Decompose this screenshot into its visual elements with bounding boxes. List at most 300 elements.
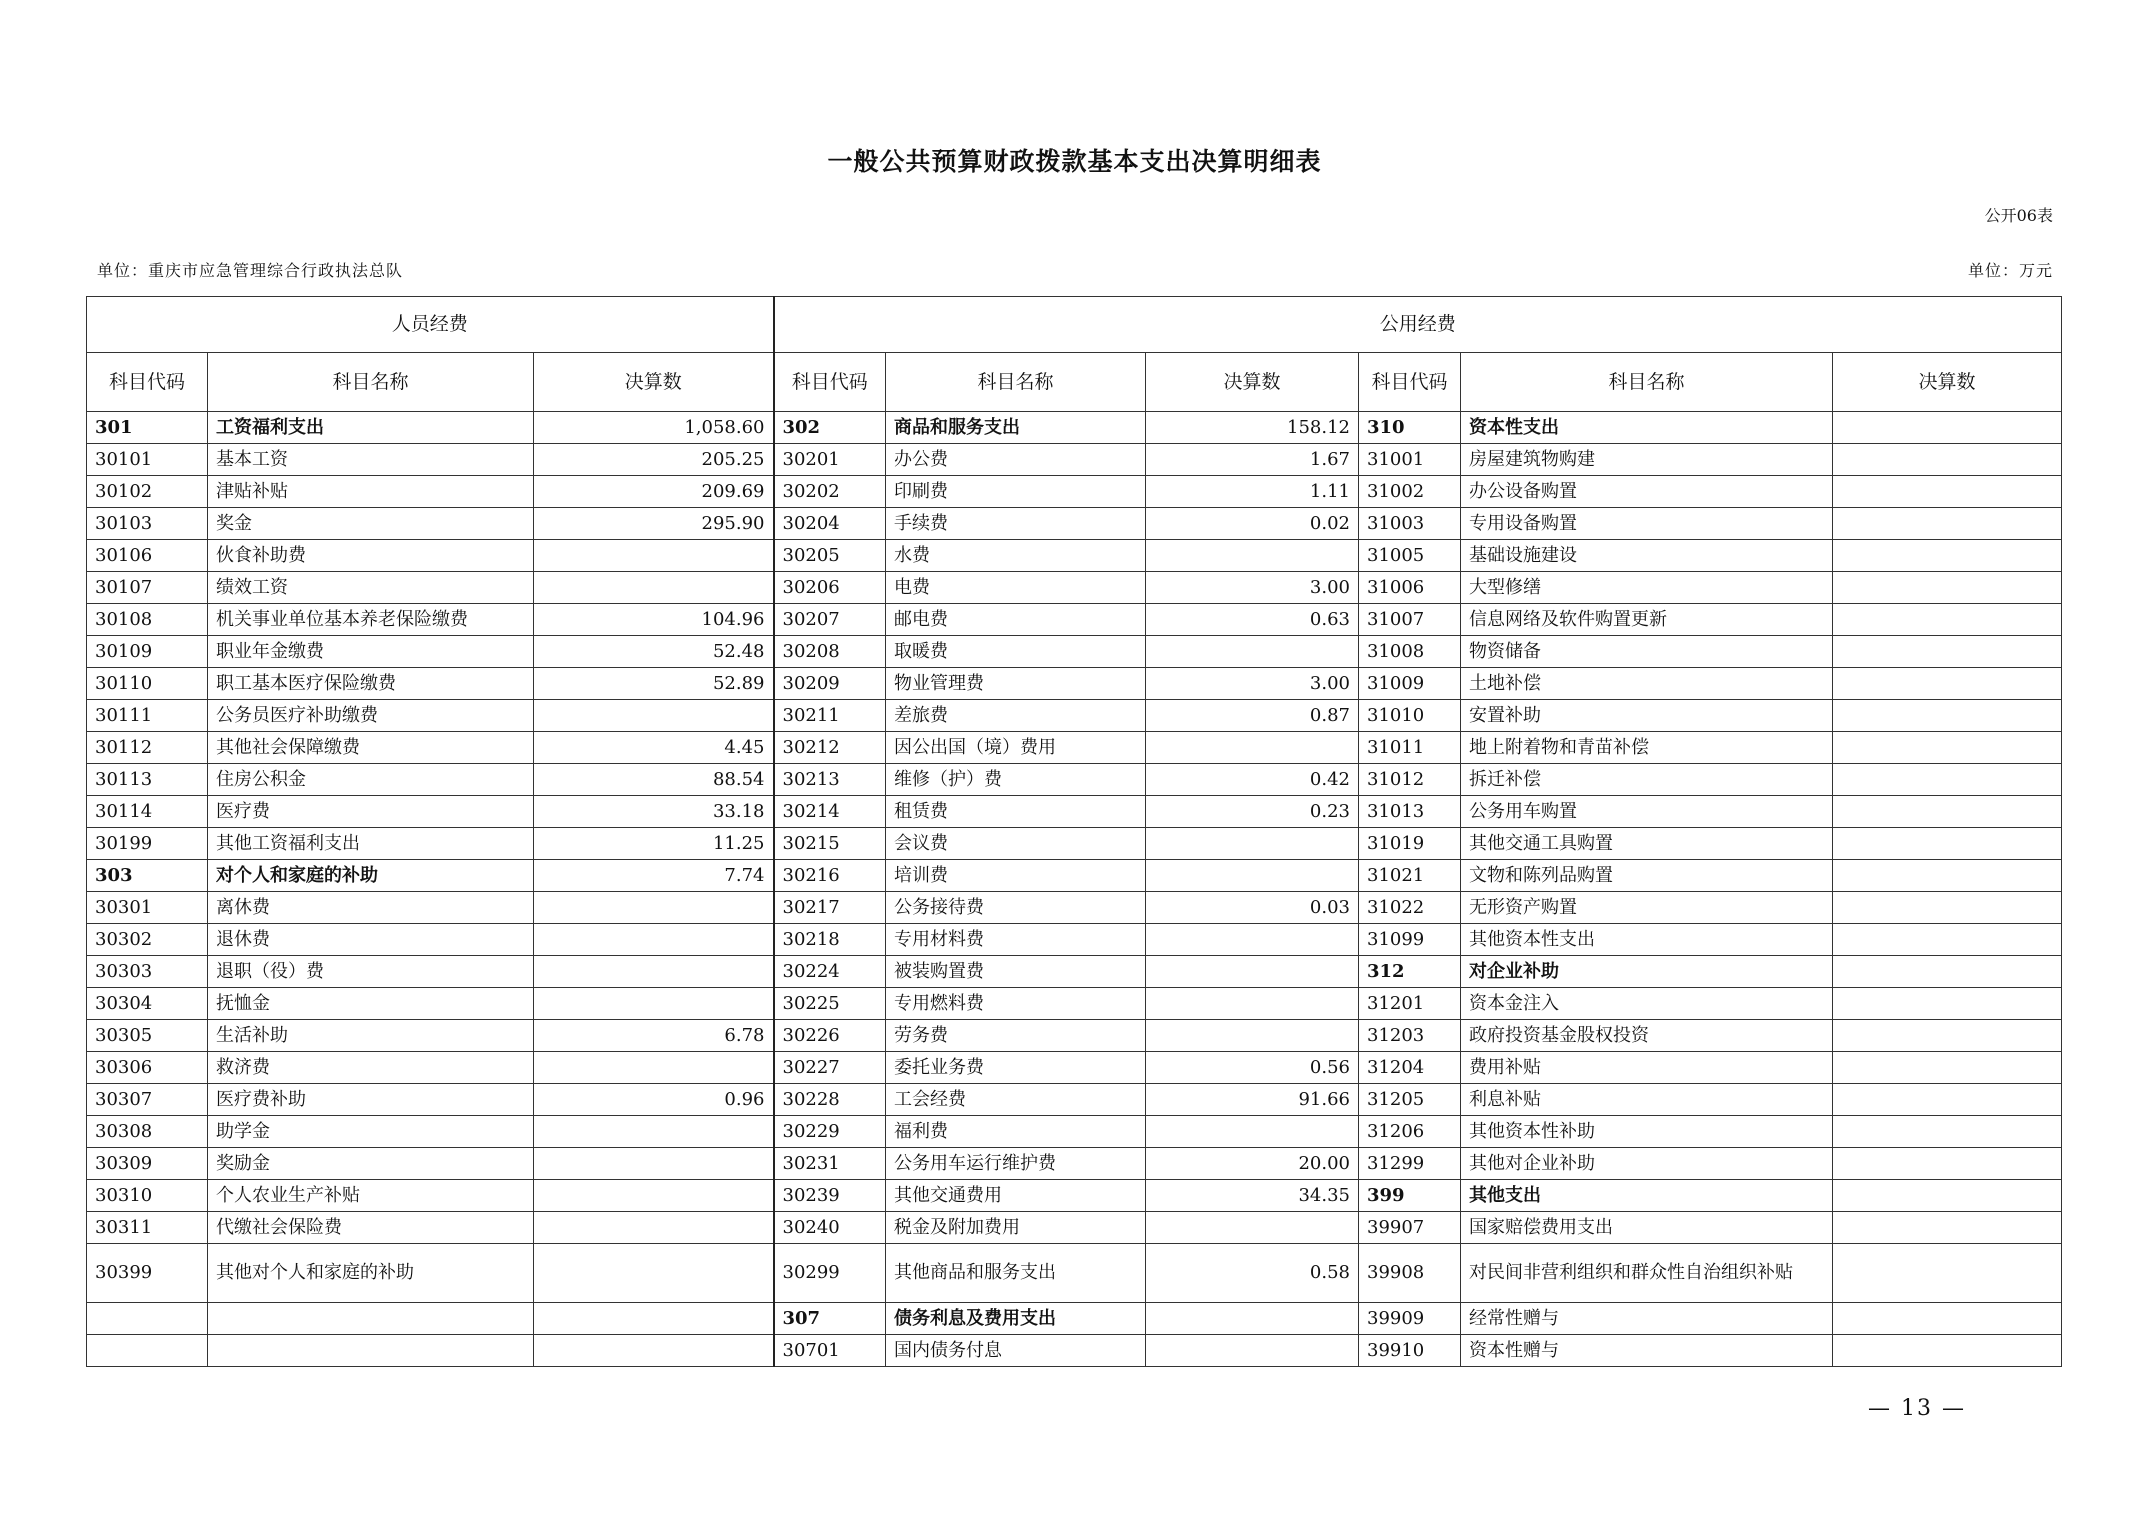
header-amount: 决算数	[1146, 353, 1359, 412]
cell-name: 资本性支出	[1461, 412, 1833, 444]
cell-code: 30111	[87, 700, 208, 732]
cell-code: 30216	[774, 860, 886, 892]
cell-name: 会议费	[886, 828, 1146, 860]
cell-amount	[534, 988, 774, 1020]
cell-name: 其他商品和服务支出	[886, 1244, 1146, 1303]
cell-amount	[1833, 700, 2062, 732]
cell-name: 税金及附加费用	[886, 1212, 1146, 1244]
cell-amount: 0.58	[1146, 1244, 1359, 1303]
cell-code: 31002	[1359, 476, 1461, 508]
cell-name: 基础设施建设	[1461, 540, 1833, 572]
cell-amount: 205.25	[534, 444, 774, 476]
cell-name	[208, 1335, 534, 1367]
cell-amount: 11.25	[534, 828, 774, 860]
cell-name: 住房公积金	[208, 764, 534, 796]
table-row	[87, 412, 2062, 444]
cell-name: 电费	[886, 572, 1146, 604]
cell-code: 30207	[774, 604, 886, 636]
cell-code: 31204	[1359, 1052, 1461, 1084]
cell-amount	[1146, 860, 1359, 892]
cell-amount	[1833, 476, 2062, 508]
header-amount: 决算数	[534, 353, 774, 412]
table-row	[87, 924, 2062, 956]
cell-name: 利息补贴	[1461, 1084, 1833, 1116]
cell-amount	[1833, 988, 2062, 1020]
cell-amount	[534, 924, 774, 956]
cell-name: 专用设备购置	[1461, 508, 1833, 540]
cell-amount	[1833, 924, 2062, 956]
cell-name: 生活补助	[208, 1020, 534, 1052]
cell-name: 公务员医疗补助缴费	[208, 700, 534, 732]
cell-code: 30231	[774, 1148, 886, 1180]
cell-name: 退休费	[208, 924, 534, 956]
cell-name: 公务接待费	[886, 892, 1146, 924]
cell-code: 30304	[87, 988, 208, 1020]
cell-name: 机关事业单位基本养老保险缴费	[208, 604, 534, 636]
cell-amount: 0.42	[1146, 764, 1359, 796]
header-name: 科目名称	[1461, 353, 1833, 412]
table-row	[87, 1303, 2062, 1335]
cell-amount: 209.69	[534, 476, 774, 508]
cell-name: 地上附着物和青苗补偿	[1461, 732, 1833, 764]
cell-name: 其他交通费用	[886, 1180, 1146, 1212]
cell-code: 30218	[774, 924, 886, 956]
cell-amount	[1146, 1335, 1359, 1367]
cell-name: 办公设备购置	[1461, 476, 1833, 508]
cell-code: 31012	[1359, 764, 1461, 796]
cell-name: 其他资本性支出	[1461, 924, 1833, 956]
table-number: 公开06表	[1984, 206, 2053, 225]
cell-amount: 0.96	[534, 1084, 774, 1116]
cell-name: 印刷费	[886, 476, 1146, 508]
cell-amount: 33.18	[534, 796, 774, 828]
table-row	[87, 1052, 2062, 1084]
table-row	[87, 636, 2062, 668]
cell-code: 31021	[1359, 860, 1461, 892]
cell-code: 30205	[774, 540, 886, 572]
cell-name: 租赁费	[886, 796, 1146, 828]
cell-name: 公务用车运行维护费	[886, 1148, 1146, 1180]
cell-name: 其他社会保障缴费	[208, 732, 534, 764]
cell-amount: 88.54	[534, 764, 774, 796]
column-header-row	[87, 353, 2062, 412]
cell-amount: 1.67	[1146, 444, 1359, 476]
cell-amount	[1833, 732, 2062, 764]
cell-code: 30307	[87, 1084, 208, 1116]
cell-code: 30204	[774, 508, 886, 540]
cell-name: 医疗费补助	[208, 1084, 534, 1116]
cell-amount: 52.48	[534, 636, 774, 668]
cell-name: 物资储备	[1461, 636, 1833, 668]
cell-name: 信息网络及软件购置更新	[1461, 604, 1833, 636]
cell-amount	[534, 1116, 774, 1148]
cell-amount	[1146, 1212, 1359, 1244]
cell-amount	[534, 956, 774, 988]
cell-name: 对个人和家庭的补助	[208, 860, 534, 892]
cell-name: 其他对个人和家庭的补助	[208, 1244, 534, 1303]
cell-name: 绩效工资	[208, 572, 534, 604]
cell-code: 30310	[87, 1180, 208, 1212]
cell-amount: 104.96	[534, 604, 774, 636]
cell-amount	[1833, 1116, 2062, 1148]
cell-name: 经常性赠与	[1461, 1303, 1833, 1335]
cell-amount	[1146, 988, 1359, 1020]
table-row	[87, 796, 2062, 828]
cell-code: 30209	[774, 668, 886, 700]
header-name: 科目名称	[208, 353, 534, 412]
cell-code: 39909	[1359, 1303, 1461, 1335]
cell-code: 30107	[87, 572, 208, 604]
header-code: 科目代码	[1359, 353, 1461, 412]
cell-code: 301	[87, 412, 208, 444]
cell-name: 物业管理费	[886, 668, 1146, 700]
cell-code: 30225	[774, 988, 886, 1020]
cell-amount: 6.78	[534, 1020, 774, 1052]
cell-name: 津贴补贴	[208, 476, 534, 508]
cell-name: 离休费	[208, 892, 534, 924]
cell-name: 培训费	[886, 860, 1146, 892]
cell-name: 土地补偿	[1461, 668, 1833, 700]
cell-name: 差旅费	[886, 700, 1146, 732]
cell-name	[208, 1303, 534, 1335]
cell-code	[87, 1303, 208, 1335]
cell-code: 30202	[774, 476, 886, 508]
cell-name: 手续费	[886, 508, 1146, 540]
table-row	[87, 604, 2062, 636]
cell-code: 30229	[774, 1116, 886, 1148]
cell-code: 31022	[1359, 892, 1461, 924]
cell-code: 30301	[87, 892, 208, 924]
cell-amount: 52.89	[534, 668, 774, 700]
cell-amount: 0.02	[1146, 508, 1359, 540]
cell-amount	[534, 1180, 774, 1212]
unit-organization: 单位：重庆市应急管理综合行政执法总队	[97, 261, 404, 280]
cell-code: 30109	[87, 636, 208, 668]
cell-name: 取暖费	[886, 636, 1146, 668]
cell-name: 公务用车购置	[1461, 796, 1833, 828]
cell-name: 被装购置费	[886, 956, 1146, 988]
cell-name: 国内债务付息	[886, 1335, 1146, 1367]
cell-code: 30227	[774, 1052, 886, 1084]
cell-amount	[1833, 1212, 2062, 1244]
cell-code: 312	[1359, 956, 1461, 988]
cell-amount	[1146, 1303, 1359, 1335]
cell-name: 费用补贴	[1461, 1052, 1833, 1084]
header-code: 科目代码	[87, 353, 208, 412]
cell-code: 30305	[87, 1020, 208, 1052]
cell-code: 31008	[1359, 636, 1461, 668]
cell-name: 对民间非营利组织和群众性自治组织补贴	[1461, 1244, 1833, 1303]
group-public: 公用经费	[774, 297, 2062, 353]
group-personnel: 人员经费	[87, 297, 774, 353]
cell-name: 代缴社会保险费	[208, 1212, 534, 1244]
cell-code: 399	[1359, 1180, 1461, 1212]
cell-code: 30306	[87, 1052, 208, 1084]
cell-amount: 20.00	[1146, 1148, 1359, 1180]
cell-name: 工会经费	[886, 1084, 1146, 1116]
table-row	[87, 1335, 2062, 1367]
cell-amount: 3.00	[1146, 668, 1359, 700]
cell-amount	[1833, 860, 2062, 892]
cell-code: 30108	[87, 604, 208, 636]
cell-code: 30112	[87, 732, 208, 764]
cell-amount	[534, 1052, 774, 1084]
cell-amount	[1833, 1084, 2062, 1116]
page-title: 一般公共预算财政拨款基本支出决算明细表	[827, 147, 1322, 176]
cell-amount	[1146, 732, 1359, 764]
cell-amount: 0.23	[1146, 796, 1359, 828]
cell-code: 30224	[774, 956, 886, 988]
cell-amount	[1146, 924, 1359, 956]
cell-name: 资本性赠与	[1461, 1335, 1833, 1367]
cell-code: 30199	[87, 828, 208, 860]
table-row	[87, 476, 2062, 508]
cell-name: 基本工资	[208, 444, 534, 476]
cell-code: 30213	[774, 764, 886, 796]
cell-name: 专用材料费	[886, 924, 1146, 956]
cell-name: 其他对企业补助	[1461, 1148, 1833, 1180]
cell-code: 30101	[87, 444, 208, 476]
cell-name: 大型修缮	[1461, 572, 1833, 604]
cell-name: 国家赔偿费用支出	[1461, 1212, 1833, 1244]
cell-name: 退职（役）费	[208, 956, 534, 988]
cell-amount	[1833, 508, 2062, 540]
cell-amount: 1.11	[1146, 476, 1359, 508]
cell-name: 办公费	[886, 444, 1146, 476]
unit-currency: 单位：万元	[1967, 261, 2053, 280]
cell-code: 31003	[1359, 508, 1461, 540]
table-row	[87, 1084, 2062, 1116]
cell-name: 其他工资福利支出	[208, 828, 534, 860]
cell-amount	[534, 1244, 774, 1303]
cell-amount	[1833, 572, 2062, 604]
cell-amount	[1146, 540, 1359, 572]
cell-code	[87, 1335, 208, 1367]
cell-name: 专用燃料费	[886, 988, 1146, 1020]
header-amount: 决算数	[1833, 353, 2062, 412]
header-name: 科目名称	[886, 353, 1146, 412]
table-row	[87, 668, 2062, 700]
cell-name: 对企业补助	[1461, 956, 1833, 988]
cell-name: 劳务费	[886, 1020, 1146, 1052]
cell-amount: 7.74	[534, 860, 774, 892]
cell-code: 31009	[1359, 668, 1461, 700]
cell-name: 抚恤金	[208, 988, 534, 1020]
table-row	[87, 540, 2062, 572]
cell-amount	[534, 1148, 774, 1180]
cell-name: 维修（护）费	[886, 764, 1146, 796]
cell-amount: 0.63	[1146, 604, 1359, 636]
cell-name: 其他资本性补助	[1461, 1116, 1833, 1148]
cell-amount: 0.03	[1146, 892, 1359, 924]
cell-amount: 0.87	[1146, 700, 1359, 732]
cell-name: 医疗费	[208, 796, 534, 828]
cell-amount	[1146, 1020, 1359, 1052]
cell-amount: 4.45	[534, 732, 774, 764]
cell-code: 31019	[1359, 828, 1461, 860]
header-code: 科目代码	[774, 353, 886, 412]
expenditure-table	[86, 296, 2062, 1367]
cell-name: 奖励金	[208, 1148, 534, 1180]
table-row	[87, 1020, 2062, 1052]
cell-amount	[1833, 1052, 2062, 1084]
cell-amount: 3.00	[1146, 572, 1359, 604]
cell-name: 职工基本医疗保险缴费	[208, 668, 534, 700]
cell-code: 30113	[87, 764, 208, 796]
cell-amount	[1833, 1180, 2062, 1212]
cell-name: 其他支出	[1461, 1180, 1833, 1212]
table-row	[87, 1116, 2062, 1148]
table-row	[87, 764, 2062, 796]
cell-code: 30212	[774, 732, 886, 764]
cell-code: 31013	[1359, 796, 1461, 828]
cell-amount	[1146, 956, 1359, 988]
cell-amount	[1833, 1335, 2062, 1367]
cell-code: 30214	[774, 796, 886, 828]
cell-code: 31006	[1359, 572, 1461, 604]
table-row	[87, 508, 2062, 540]
cell-amount	[1833, 604, 2062, 636]
cell-name: 无形资产购置	[1461, 892, 1833, 924]
cell-code: 31010	[1359, 700, 1461, 732]
cell-code: 30239	[774, 1180, 886, 1212]
cell-amount	[1833, 444, 2062, 476]
cell-code: 310	[1359, 412, 1461, 444]
cell-amount	[1833, 956, 2062, 988]
cell-amount	[534, 700, 774, 732]
cell-amount	[1833, 668, 2062, 700]
cell-amount	[1833, 412, 2062, 444]
cell-code: 39908	[1359, 1244, 1461, 1303]
cell-name: 个人农业生产补贴	[208, 1180, 534, 1212]
cell-amount	[1146, 828, 1359, 860]
cell-name: 商品和服务支出	[886, 412, 1146, 444]
cell-name: 拆迁补偿	[1461, 764, 1833, 796]
cell-amount	[1833, 1303, 2062, 1335]
cell-code: 31007	[1359, 604, 1461, 636]
cell-code: 30302	[87, 924, 208, 956]
cell-code: 30217	[774, 892, 886, 924]
cell-amount	[1833, 796, 2062, 828]
cell-name: 安置补助	[1461, 700, 1833, 732]
cell-code: 31201	[1359, 988, 1461, 1020]
cell-name: 职业年金缴费	[208, 636, 534, 668]
cell-code: 30228	[774, 1084, 886, 1116]
cell-amount: 158.12	[1146, 412, 1359, 444]
cell-name: 水费	[886, 540, 1146, 572]
cell-code: 30308	[87, 1116, 208, 1148]
cell-code: 30110	[87, 668, 208, 700]
cell-amount	[534, 1335, 774, 1367]
table-row	[87, 828, 2062, 860]
table-row	[87, 1148, 2062, 1180]
cell-amount: 0.56	[1146, 1052, 1359, 1084]
cell-code: 307	[774, 1303, 886, 1335]
cell-amount	[534, 1303, 774, 1335]
table-row	[87, 700, 2062, 732]
cell-code: 30201	[774, 444, 886, 476]
cell-code: 30106	[87, 540, 208, 572]
cell-code: 30208	[774, 636, 886, 668]
cell-code: 31206	[1359, 1116, 1461, 1148]
table-row	[87, 572, 2062, 604]
cell-amount	[1833, 1020, 2062, 1052]
cell-name: 资本金注入	[1461, 988, 1833, 1020]
cell-code: 31203	[1359, 1020, 1461, 1052]
cell-code: 30102	[87, 476, 208, 508]
cell-code: 302	[774, 412, 886, 444]
cell-name: 奖金	[208, 508, 534, 540]
table-row	[87, 732, 2062, 764]
cell-amount	[1833, 764, 2062, 796]
cell-code: 30114	[87, 796, 208, 828]
cell-code: 30303	[87, 956, 208, 988]
cell-code: 30309	[87, 1148, 208, 1180]
table-row	[87, 1244, 2062, 1303]
cell-amount	[1146, 1116, 1359, 1148]
cell-amount	[1833, 1148, 2062, 1180]
cell-name: 债务利息及费用支出	[886, 1303, 1146, 1335]
cell-code: 31299	[1359, 1148, 1461, 1180]
cell-code: 30211	[774, 700, 886, 732]
cell-amount: 91.66	[1146, 1084, 1359, 1116]
table-row	[87, 892, 2062, 924]
cell-amount: 295.90	[534, 508, 774, 540]
cell-name: 文物和陈列品购置	[1461, 860, 1833, 892]
cell-code: 30226	[774, 1020, 886, 1052]
cell-code: 39907	[1359, 1212, 1461, 1244]
cell-code: 30103	[87, 508, 208, 540]
cell-amount	[1833, 636, 2062, 668]
cell-amount	[534, 540, 774, 572]
table-row	[87, 444, 2062, 476]
cell-name: 因公出国（境）费用	[886, 732, 1146, 764]
cell-name: 邮电费	[886, 604, 1146, 636]
cell-code: 39910	[1359, 1335, 1461, 1367]
cell-code: 30701	[774, 1335, 886, 1367]
cell-code: 30299	[774, 1244, 886, 1303]
cell-name: 伙食补助费	[208, 540, 534, 572]
cell-code: 30215	[774, 828, 886, 860]
cell-name: 工资福利支出	[208, 412, 534, 444]
cell-name: 委托业务费	[886, 1052, 1146, 1084]
cell-code: 31001	[1359, 444, 1461, 476]
table-row	[87, 1212, 2062, 1244]
cell-code: 30399	[87, 1244, 208, 1303]
cell-amount	[1833, 1244, 2062, 1303]
group-header-row	[87, 297, 2062, 353]
cell-name: 其他交通工具购置	[1461, 828, 1833, 860]
cell-amount	[1833, 828, 2062, 860]
cell-amount	[534, 892, 774, 924]
cell-code: 30206	[774, 572, 886, 604]
cell-code: 31205	[1359, 1084, 1461, 1116]
cell-name: 福利费	[886, 1116, 1146, 1148]
cell-amount	[534, 572, 774, 604]
cell-amount	[534, 1212, 774, 1244]
table-row	[87, 956, 2062, 988]
cell-amount: 34.35	[1146, 1180, 1359, 1212]
cell-name: 房屋建筑物购建	[1461, 444, 1833, 476]
cell-code: 30311	[87, 1212, 208, 1244]
table-row	[87, 988, 2062, 1020]
cell-name: 政府投资基金股权投资	[1461, 1020, 1833, 1052]
cell-code: 30240	[774, 1212, 886, 1244]
cell-name: 救济费	[208, 1052, 534, 1084]
cell-amount	[1146, 636, 1359, 668]
cell-amount	[1833, 892, 2062, 924]
cell-amount: 1,058.60	[534, 412, 774, 444]
